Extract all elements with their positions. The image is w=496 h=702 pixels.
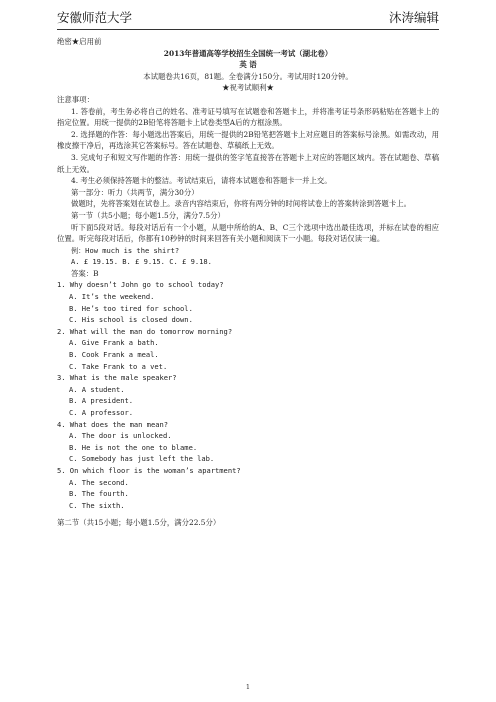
option-c: C. Somebody has just left the lab. <box>69 454 215 464</box>
part1-intro: 做题时，先将答案划在试卷上。录音内容结束后，你将有两分钟的时间将试卷上的答案转涂到答题卡上。 <box>71 199 411 209</box>
question-5 <box>57 465 439 511</box>
subject-title: 英 语 <box>239 60 257 70</box>
section1-heading: 第一节（共5小题；每小题1.5分，满分7.5分） <box>71 210 225 220</box>
option-c: C. His school is closed down. <box>69 315 193 325</box>
question-4 <box>57 419 439 465</box>
option-a: A. It’s the weekend. <box>69 292 155 302</box>
notes-title: 注意事项： <box>57 94 94 104</box>
header-editor: 沐涛编辑 <box>388 10 439 25</box>
question-2 <box>57 326 439 372</box>
section1-intro: 听下面5段对话。每段对话后有一个小题，从题中所给的A、B、C三个选项中选出最佳选项，并标在试卷的相应位置。听完每段对话后，你都有10秒钟的时间来回答有关小题和阅读下一小题。每段对话仅读一遍。 <box>57 222 439 244</box>
option-b: B. The fourth. <box>69 489 129 499</box>
example-answer: 答案：B <box>71 268 99 278</box>
exam-info: 本试题卷共16页，81题。全卷满分150分。考试用时120分钟。 <box>143 71 353 81</box>
option-a: A. The second. <box>69 477 129 487</box>
page-header <box>57 8 439 28</box>
wish-line: ★祝考试顺利★ <box>222 83 274 93</box>
question-text: 5. On which floor is the woman’s apartment? <box>57 465 241 475</box>
question-text: 2. What will the man do tomorrow morning? <box>57 326 233 336</box>
note-1: 1. 答卷前，考生务必将自己的姓名、准考证号填写在试题卷和答题卡上，并将准考证号条形码粘贴在答题卡上的指定位置。用统一提供的2B铅笔将答题卡上试卷类型A后的方框涂黑。 <box>57 106 439 128</box>
header-rule <box>57 29 439 30</box>
question-text: 4. What does the man mean? <box>57 419 169 429</box>
option-a: A. Give Frank a bath. <box>69 338 159 348</box>
question-text: 3. What is the male speaker? <box>57 373 177 383</box>
option-a: A. The door is unlocked. <box>69 431 172 441</box>
secret-label: 绝密★启用前 <box>57 37 102 46</box>
header-university: 安徽师范大学 <box>57 10 133 25</box>
option-c: C. Take Frank to a vet. <box>69 361 168 371</box>
section2-heading: 第二节（共15小题；每小题1.5分，满分22.5分） <box>57 518 221 528</box>
question-text: 1. Why doesn’t John go to school today? <box>57 280 224 290</box>
option-b: B. A president. <box>69 396 134 406</box>
option-c: C. The sixth. <box>69 500 125 510</box>
exam-title: 2013年普通高等学校招生全国统一考试（湖北卷） <box>163 48 333 58</box>
example-options: A. £ 19.15. B. £ 9.15. C. £ 9.18. <box>71 257 212 267</box>
option-a: A. A student. <box>69 384 125 394</box>
option-c: C. A professor. <box>69 408 134 417</box>
option-b: B. He is not the one to blame. <box>69 442 198 452</box>
question-3 <box>57 372 439 418</box>
note-4: 4. 考生必须保持答题卡的整洁。考试结束后，请将本试题卷和答题卡一并上交。 <box>71 176 332 186</box>
note-2: 2. 选择题的作答：每小题选出答案后，用统一提供的2B铅笔把答题卡上对应题目的答案标号涂黑。如需改动，用橡皮擦干净后，再选涂其它答案标号。答在试题卷、草稿纸上无效。 <box>57 129 439 151</box>
option-b: B. He’s too tired for school. <box>69 303 193 313</box>
note-3: 3. 完成句子和短文写作题的作答：用统一提供的签字笔直接答在答题卡上对应的答题区域内。答在试题卷、草稿纸上无效。 <box>57 152 439 174</box>
exam-document <box>57 36 439 529</box>
part1-heading: 第一部分：听力（共两节，满分30分） <box>71 187 199 197</box>
example-question: 例：How much is the shirt? <box>71 245 180 255</box>
page-number: 1 <box>245 683 251 691</box>
option-b: B. Cook Frank a meal. <box>69 350 159 360</box>
question-1 <box>57 279 439 325</box>
